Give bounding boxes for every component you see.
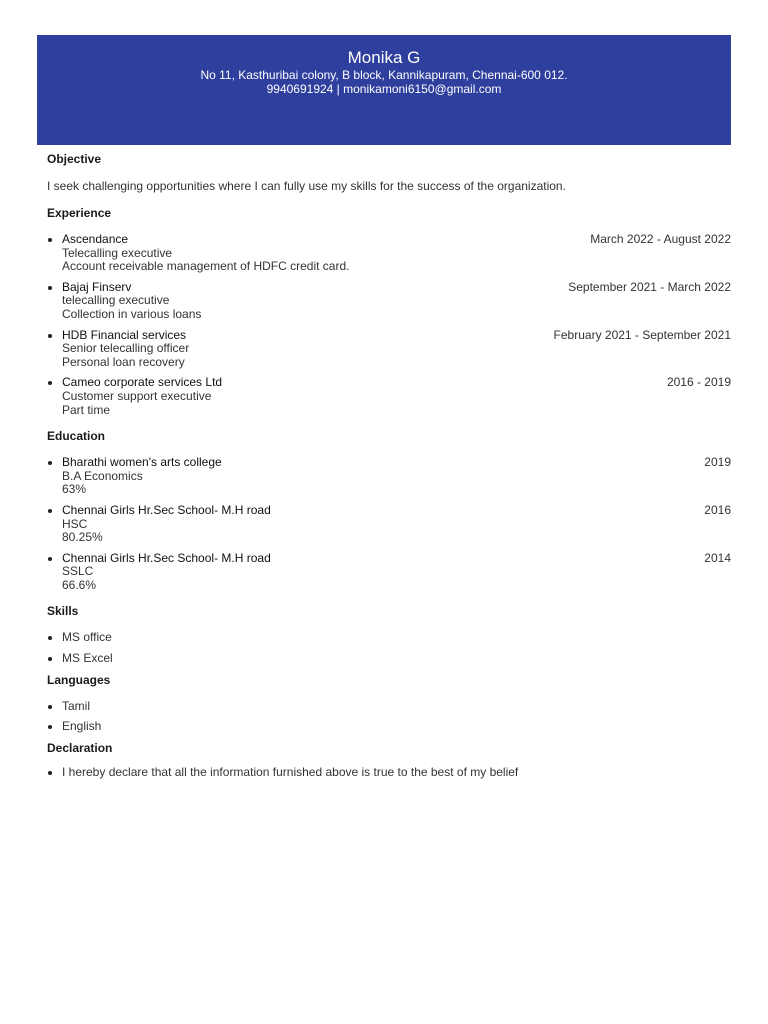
address: No 11, Kasthuribai colony, B block, Kannikapuram, Chennai-600 012.: [200, 68, 568, 82]
declaration-heading: Declaration: [47, 740, 113, 755]
list-item: [47, 233, 731, 274]
experience-list: [47, 233, 731, 417]
institution-name: Chennai Girls Hr.Sec School- M.H road: [62, 502, 271, 517]
year: 2019: [704, 455, 731, 470]
list-item: [47, 456, 731, 497]
objective-text: I seek challenging opportunities where I can fully use my skills for the success of the organization.: [47, 179, 566, 193]
score: 63%: [62, 482, 87, 497]
institution-name: Chennai Girls Hr.Sec School- M.H road: [62, 550, 271, 565]
contact-info: 9940691924 | monikamoni6150@gmail.com: [266, 82, 502, 96]
list-item: MS Excel: [47, 652, 731, 666]
score: 80.25%: [62, 530, 103, 545]
resume-body: [47, 152, 731, 779]
list-item: [47, 329, 731, 370]
date-range: 2016 - 2019: [666, 375, 731, 390]
degree: HSC: [62, 516, 88, 531]
company-name: HDB Financial services: [62, 327, 187, 342]
list-item: Tamil: [47, 700, 731, 714]
experience-heading: Experience: [47, 206, 112, 220]
list-item: MS office: [47, 631, 731, 645]
job-detail: Personal loan recovery: [62, 354, 185, 369]
list-item: [47, 552, 731, 593]
date-range: March 2022 - August 2022: [590, 232, 731, 246]
score: 66.6%: [62, 577, 97, 592]
skills-heading: Skills: [47, 604, 79, 619]
job-role: telecalling executive: [62, 293, 170, 308]
job-role: Senior telecalling officer: [62, 341, 190, 356]
job-detail: Collection in various loans: [62, 306, 202, 321]
list-item: [47, 281, 731, 322]
languages-list: [47, 700, 731, 734]
education-list: [47, 456, 731, 592]
objective-heading: Objective: [47, 152, 102, 166]
skills-list: [47, 631, 731, 665]
languages-heading: Languages: [47, 672, 111, 687]
job-detail: Part time: [62, 402, 111, 417]
declaration-list: [47, 766, 731, 780]
list-item: [47, 376, 731, 417]
list-item: English: [47, 720, 731, 734]
year: 2014: [704, 550, 731, 565]
declaration-text: I hereby declare that all the information furnished above is true to the best of my belief: [47, 766, 731, 780]
job-role: Telecalling executive: [62, 245, 173, 260]
education-heading: Education: [47, 429, 106, 444]
job-detail: Account receivable management of HDFC credit card.: [62, 259, 350, 274]
year: 2016: [704, 502, 731, 517]
company-name: Ascendance: [62, 232, 129, 246]
resume-header: [37, 35, 731, 145]
job-role: Customer support executive: [62, 388, 212, 403]
degree: SSLC: [62, 564, 94, 579]
company-name: Cameo corporate services Ltd: [62, 375, 223, 390]
degree: B.A Economics: [62, 468, 143, 483]
candidate-name: Monika G: [347, 48, 421, 67]
list-item: [47, 504, 731, 545]
institution-name: Bharathi women's arts college: [62, 455, 222, 470]
date-range: September 2021 - March 2022: [568, 279, 731, 294]
date-range: February 2021 - September 2021: [553, 327, 731, 342]
company-name: Bajaj Finserv: [62, 279, 132, 294]
